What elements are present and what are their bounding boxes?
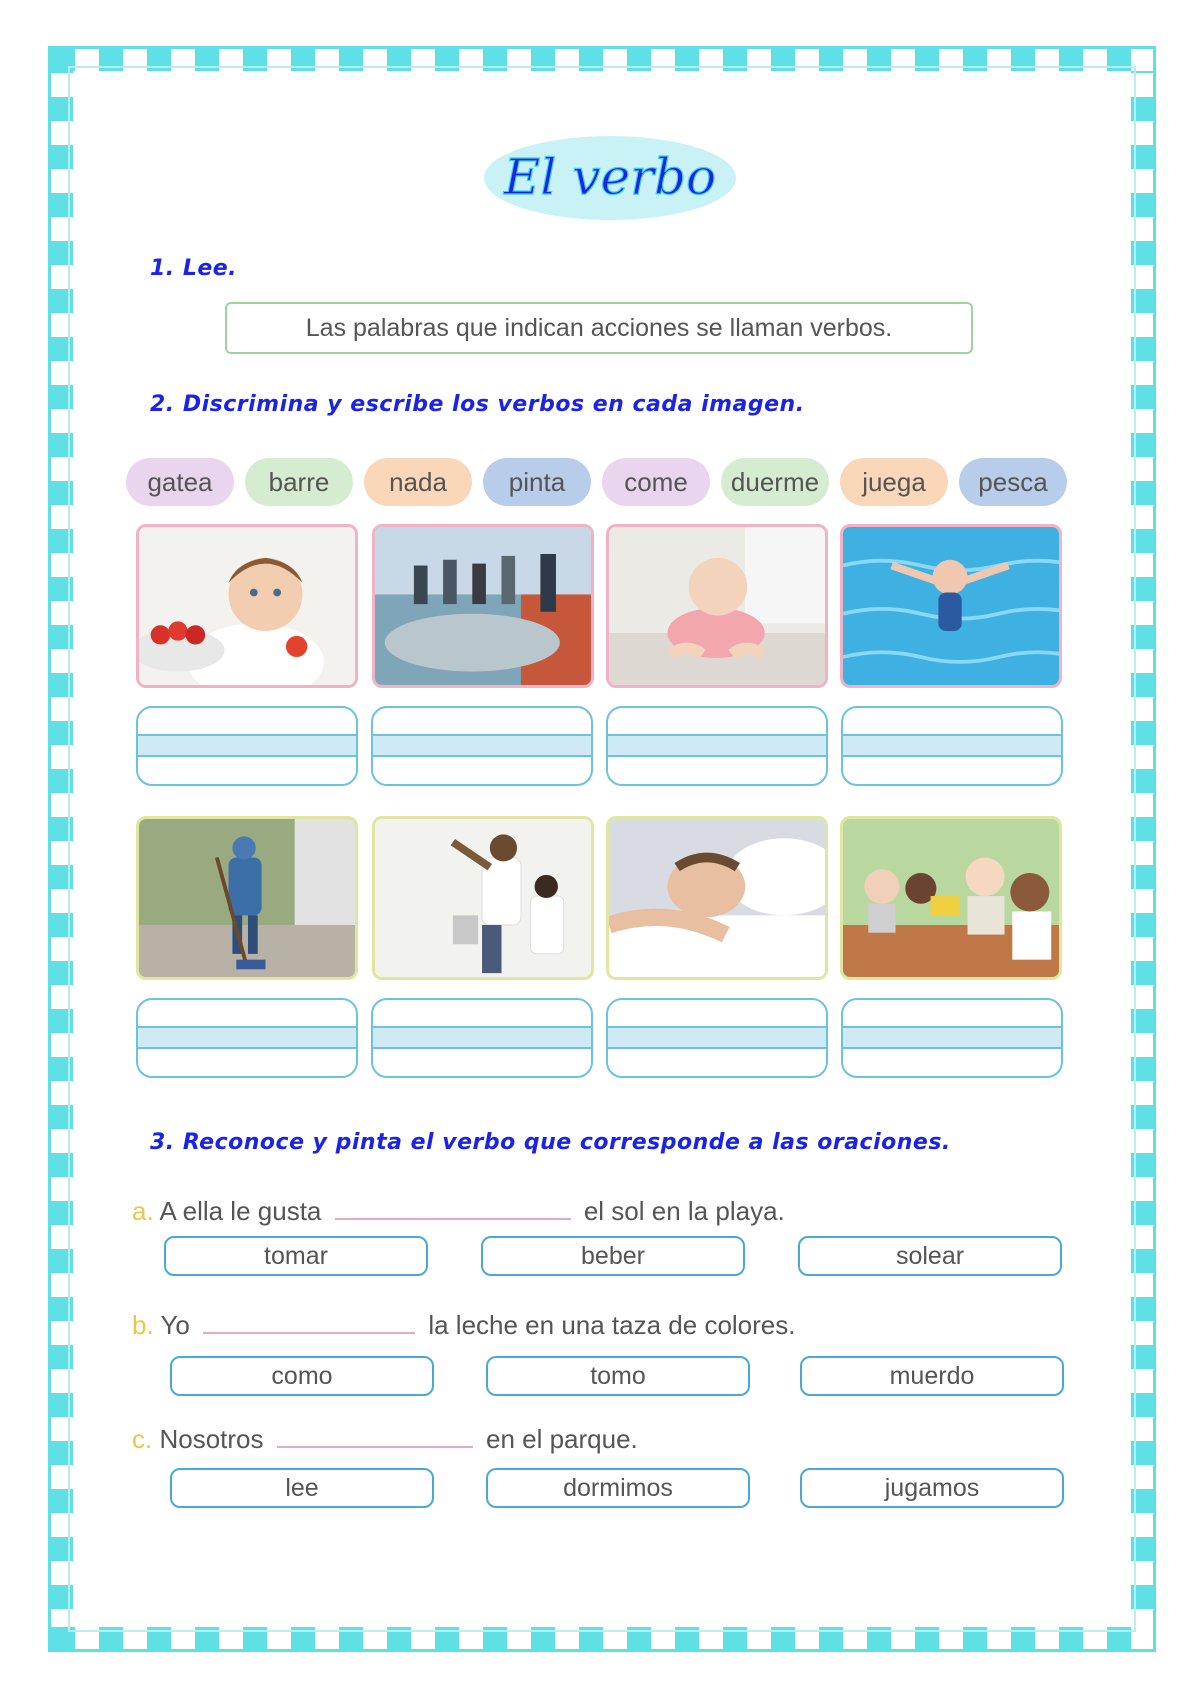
option-como[interactable] bbox=[170, 1356, 434, 1396]
option-tomo[interactable] bbox=[486, 1356, 750, 1396]
option-beber[interactable] bbox=[481, 1236, 745, 1276]
word-label: juega bbox=[862, 466, 926, 497]
answer-blank[interactable] bbox=[335, 1198, 571, 1220]
girl-swimming-image bbox=[840, 524, 1062, 688]
sentence-after: la leche en una taza de colores. bbox=[428, 1310, 796, 1340]
word-pill-pesca[interactable] bbox=[959, 458, 1067, 506]
answer-box-7[interactable] bbox=[606, 998, 828, 1078]
sentence-before: Nosotros bbox=[159, 1424, 264, 1454]
option-dormimos[interactable] bbox=[486, 1468, 750, 1508]
word-pill-duerme[interactable] bbox=[721, 458, 829, 506]
word-pill-juega[interactable] bbox=[840, 458, 948, 506]
option-label: como bbox=[271, 1361, 333, 1390]
men-painting-wall-image bbox=[372, 816, 594, 980]
option-label: solear bbox=[895, 1241, 965, 1270]
option-solear[interactable] bbox=[798, 1236, 1062, 1276]
answer-blank[interactable] bbox=[277, 1426, 473, 1448]
answer-box-1[interactable] bbox=[136, 706, 358, 786]
word-pill-pinta[interactable] bbox=[483, 458, 591, 506]
option-jugamos[interactable] bbox=[800, 1468, 1064, 1508]
person-sweeping-image bbox=[136, 816, 358, 980]
answer-blank[interactable] bbox=[203, 1312, 415, 1334]
sentence-after: el sol en la playa. bbox=[583, 1196, 785, 1226]
option-label: dormimos bbox=[563, 1473, 673, 1502]
option-label: lee bbox=[285, 1473, 319, 1502]
option-label: muerdo bbox=[889, 1361, 975, 1390]
option-muerdo[interactable] bbox=[800, 1356, 1064, 1396]
answer-box-8[interactable] bbox=[841, 998, 1063, 1078]
sentence-letter: b. bbox=[132, 1310, 154, 1340]
sentence-after: en el parque. bbox=[485, 1424, 638, 1454]
answer-box-2[interactable] bbox=[371, 706, 593, 786]
fishermen-net-image bbox=[372, 524, 594, 688]
option-tomar[interactable] bbox=[164, 1236, 428, 1276]
sentence-before: A ella le gusta bbox=[159, 1196, 322, 1226]
answer-box-5[interactable] bbox=[136, 998, 358, 1078]
option-label: jugamos bbox=[884, 1473, 980, 1502]
page-title bbox=[480, 132, 740, 224]
option-label: tomo bbox=[590, 1361, 646, 1390]
children-playing-image bbox=[840, 816, 1062, 980]
child-eating-strawberries-image bbox=[136, 524, 358, 688]
word-pill-come[interactable] bbox=[602, 458, 710, 506]
word-pill-gatea[interactable] bbox=[126, 458, 234, 506]
option-label: tomar bbox=[264, 1241, 328, 1270]
word-label: come bbox=[624, 466, 688, 497]
section2-heading: 2. Discrimina y escribe los verbos en cada imagen. bbox=[150, 392, 805, 417]
sentence-a bbox=[132, 1196, 785, 1227]
answer-box-6[interactable] bbox=[371, 998, 593, 1078]
sentence-b bbox=[132, 1310, 795, 1341]
page-title-text: El verbo bbox=[503, 148, 717, 206]
word-label: nada bbox=[389, 466, 447, 497]
word-label: barre bbox=[268, 466, 330, 497]
sentence-letter: a. bbox=[132, 1196, 154, 1226]
section3-heading: 3. Reconoce y pinta el verbo que corresponde a las oraciones. bbox=[150, 1130, 951, 1155]
man-sleeping-image bbox=[606, 816, 828, 980]
answer-box-3[interactable] bbox=[606, 706, 828, 786]
sentence-before: Yo bbox=[160, 1310, 190, 1340]
rule-box bbox=[225, 302, 973, 354]
word-pill-nada[interactable] bbox=[364, 458, 472, 506]
sentence-c bbox=[132, 1424, 638, 1455]
rule-text: Las palabras que indican acciones se llaman verbos. bbox=[305, 313, 893, 342]
section1-heading: 1. Lee. bbox=[150, 256, 238, 281]
word-label: pesca bbox=[978, 466, 1048, 497]
baby-crawling-image bbox=[606, 524, 828, 688]
word-label: pinta bbox=[508, 466, 566, 497]
word-label: duerme bbox=[730, 466, 820, 497]
sentence-letter: c. bbox=[132, 1424, 153, 1454]
answer-box-4[interactable] bbox=[841, 706, 1063, 786]
word-pill-barre[interactable] bbox=[245, 458, 353, 506]
option-lee[interactable] bbox=[170, 1468, 434, 1508]
word-label: gatea bbox=[147, 466, 213, 497]
option-label: beber bbox=[581, 1241, 645, 1270]
